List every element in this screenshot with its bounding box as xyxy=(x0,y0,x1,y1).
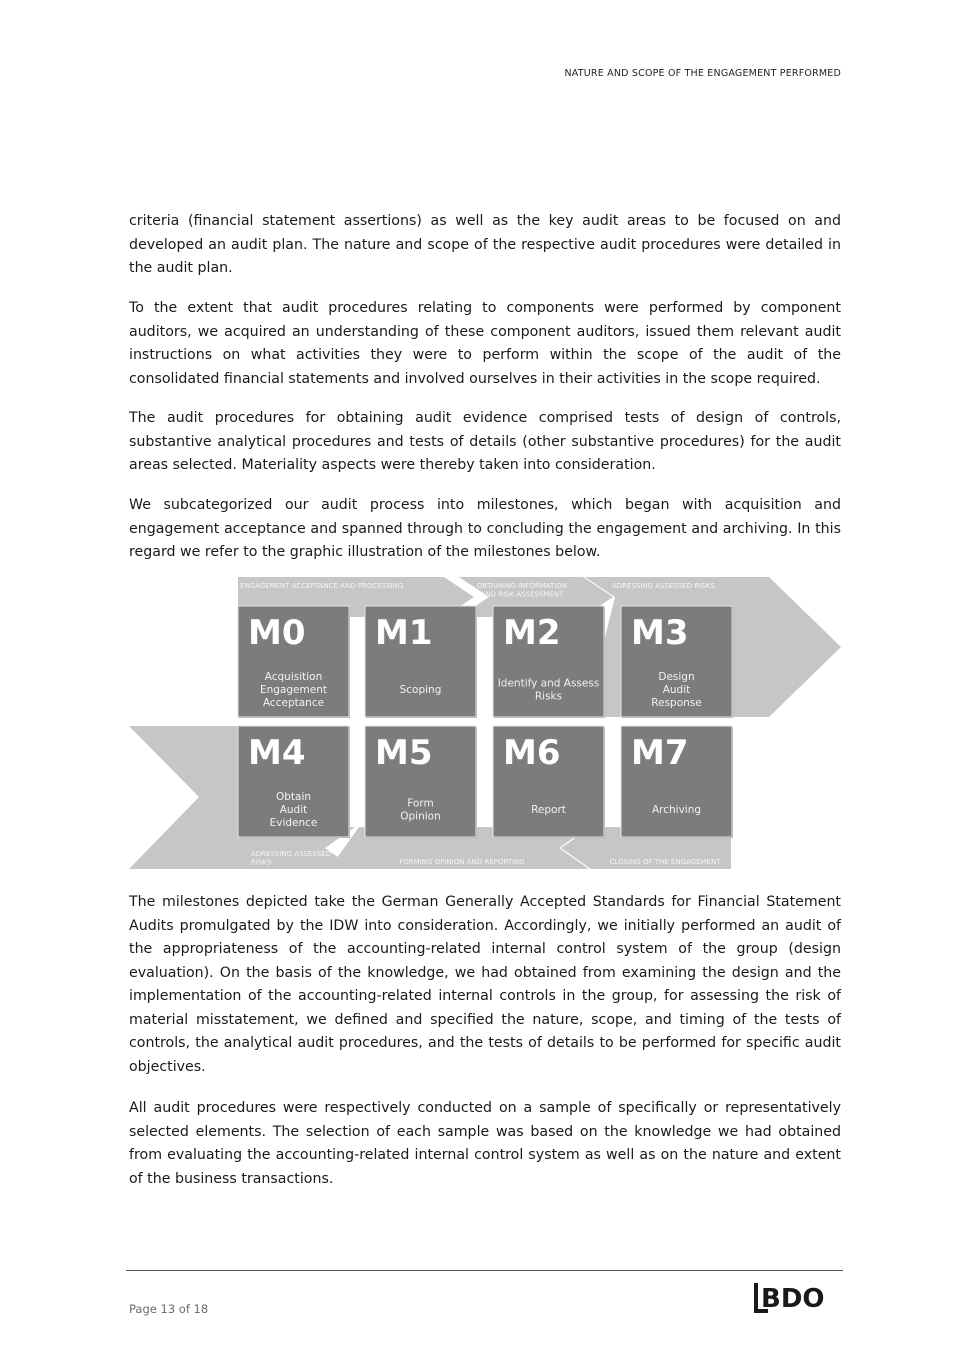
milestone-code: M6 xyxy=(503,733,561,773)
running-header: NATURE AND SCOPE OF THE ENGAGEMENT PERFORMED xyxy=(564,68,841,79)
paragraph-audit-procedures: The audit procedures for obtaining audit evidence comprised tests of design of controls, substantive analytical procedures and tests of details (other substantive procedures) for the audit areas selected. Materiality aspects were thereby taken into consideration. xyxy=(129,410,841,473)
logo-bracket-bar xyxy=(754,1283,758,1313)
milestone-label: Archiving xyxy=(651,804,702,816)
bottom-phase-label-2: FORMING OPINION AND REPORTING xyxy=(399,858,525,866)
bottom-phase-label-1: RISKS xyxy=(251,858,272,867)
milestone-label: Obtain xyxy=(275,791,312,803)
milestone-m7 xyxy=(621,726,733,838)
milestone-m0 xyxy=(238,606,350,718)
milestone-code: M5 xyxy=(375,733,433,773)
paragraph-idw-standards: The milestones depicted take the German Generally Accepted Standards for Financial Statement Audits promulgated by the IDW into consideration. Accordingly, we initially performed an audit of the appropriateness of the accounting-related internal control system of the group (design evaluation). On the basis of the knowledge, we had obtained from examining the design and the implementation of the accounting-related internal controls in the group, for assessing the risk of material misstatement, we defined and specified the nature, scope, and timing of the tests of controls, the analytical audit procedures, and the tests of details to be performed for specific audit objectives. xyxy=(129,894,841,1075)
milestone-label: Form xyxy=(407,797,434,810)
paragraph-milestones: We subcategorized our audit process into milestones, which began with acquisition and engagement acceptance and spanned through to concluding the engagement and archiving. In this regard we refer to the graphic illustration of the milestones below. xyxy=(129,497,841,560)
milestone-label: Response xyxy=(651,697,702,709)
bottom-phase-label-1: ADRESSING ASSESSED xyxy=(251,850,332,858)
bottom-phase-label-3: CLOSING OF THE ENGAGEMENT xyxy=(609,858,721,866)
top-phase-label-3: ADRESSING ASSESSED RISKS xyxy=(612,582,715,590)
paragraph-sampling: All audit procedures were respectively conducted on a sample of specifically or representatively selected elements. The selection of each sample was based on the knowledge we had obtained from evaluating the accounting-related internal control system as well as on the nature and extent of the business transactions. xyxy=(129,1100,841,1187)
milestone-m3 xyxy=(621,606,733,718)
milestone-code: M4 xyxy=(248,733,306,773)
milestone-label: Audit xyxy=(279,804,308,816)
milestone-m2 xyxy=(493,606,605,718)
top-phase-label-2: AND RISK ASSESSMENT xyxy=(480,590,564,599)
paragraph-component-auditors: To the extent that audit procedures relating to components were performed by component auditors, we acquired an understanding of these component auditors, issued them relevant audit instructions on what activities they were to perform within the scope of the audit of the consolidated financial statements and involved ourselves in their activities in the scope required. xyxy=(129,300,841,387)
top-phase-label-2: OBTAINING INFORMATION xyxy=(476,582,568,590)
bdo-logo xyxy=(752,1281,840,1319)
milestone-boxes xyxy=(238,606,733,838)
page-number: Page 13 of 18 xyxy=(129,1302,209,1316)
milestone-label: Report xyxy=(531,804,566,816)
milestone-m6 xyxy=(493,726,605,838)
milestone-m1 xyxy=(365,606,477,718)
top-phase-label-1: ENGAGEMENT ACCEPTANCE AND PROCESSING xyxy=(240,582,404,590)
milestones-diagram xyxy=(129,577,841,869)
milestone-label: Risks xyxy=(534,690,563,703)
milestone-code: M2 xyxy=(503,613,561,653)
milestone-label: Identify and Assess xyxy=(497,677,600,690)
paragraph-audit-plan: criteria (financial statement assertions) as well as the key audit areas to be focused on and developed an audit plan. The nature and scope of the respective audit procedures were detailed in the audit plan. xyxy=(129,213,841,276)
footer-divider xyxy=(126,1270,843,1271)
milestone-label: Scoping xyxy=(399,684,442,696)
milestone-label: Opinion xyxy=(400,810,441,823)
milestone-code: M7 xyxy=(631,733,689,773)
milestone-label: Engagement xyxy=(260,684,327,696)
milestone-label: Design xyxy=(658,671,695,683)
milestone-label: Acquisition xyxy=(264,671,323,683)
milestone-label: Audit xyxy=(662,684,691,696)
milestone-code: M1 xyxy=(375,613,433,653)
milestone-m5 xyxy=(365,726,477,838)
milestone-label: Acceptance xyxy=(262,697,325,709)
milestone-m4 xyxy=(238,726,350,838)
milestone-code: M0 xyxy=(248,613,306,653)
bottom-band-arrow xyxy=(129,726,238,869)
logo-text: BDO xyxy=(761,1284,825,1314)
milestone-label: Evidence xyxy=(269,817,318,829)
milestone-code: M3 xyxy=(631,613,689,653)
